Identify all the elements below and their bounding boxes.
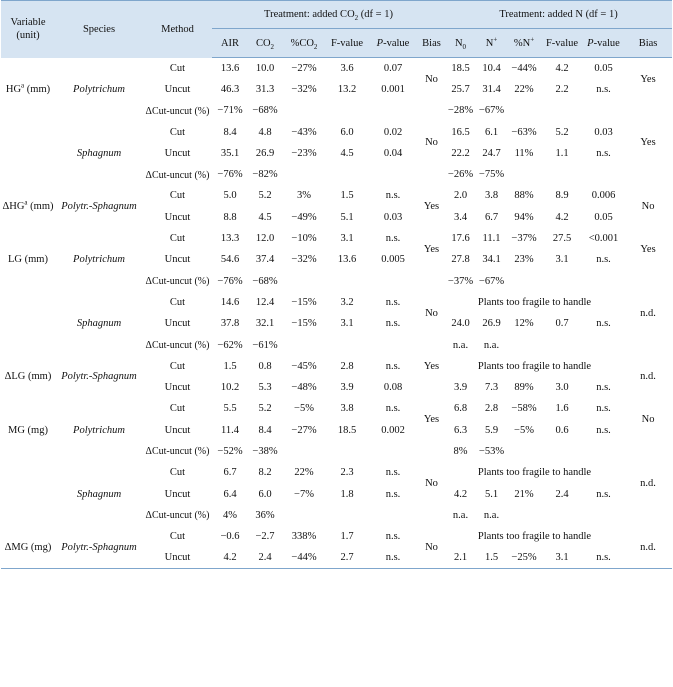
value-cell: 13.3 xyxy=(220,233,240,245)
value-cell: 3.0 xyxy=(555,382,569,394)
value-cell: 13.6 xyxy=(337,254,357,266)
method-cell: Cut xyxy=(169,126,186,138)
value-cell: −5% xyxy=(294,403,314,415)
method-cell: Uncut xyxy=(164,382,191,394)
value-cell: 37.8 xyxy=(220,318,240,330)
fragile-note: Plants too fragile to handle xyxy=(477,531,592,543)
value-cell: 0.006 xyxy=(591,190,616,202)
table-row xyxy=(1,58,672,79)
col-co2: $CO_2$ xyxy=(248,29,282,58)
value-cell: 0.002 xyxy=(381,424,405,436)
value-cell: 4% xyxy=(223,509,237,521)
value-cell: 26.9 xyxy=(482,318,501,330)
value-cell: n.s. xyxy=(596,318,611,330)
table-row xyxy=(1,185,672,206)
value-cell: −2.7 xyxy=(255,531,275,543)
variable-cell: ΔHG$^a$ (mm) xyxy=(2,198,54,213)
value-cell: n.a. xyxy=(452,509,469,521)
value-cell: 36% xyxy=(255,509,275,521)
col-air: AIR xyxy=(212,29,248,58)
value-cell: 3.4 xyxy=(453,211,468,223)
value-cell: −37% xyxy=(447,275,474,287)
value-cell: 26.9 xyxy=(255,147,275,159)
species-cell: Polytrichum xyxy=(73,254,125,266)
value-cell: −63% xyxy=(511,126,537,138)
bias-cell: Yes xyxy=(423,360,440,372)
value-cell: n.s. xyxy=(385,233,401,245)
value-cell: n.s. xyxy=(596,382,611,394)
method-cell: ΔCut-uncut (%) xyxy=(145,510,210,522)
method-cell: Cut xyxy=(169,531,186,543)
value-cell: −58% xyxy=(511,403,537,415)
value-cell: 3.8 xyxy=(340,403,354,415)
value-cell: 94% xyxy=(514,211,534,223)
value-cell: 88% xyxy=(514,190,534,202)
method-cell: ΔCut-uncut (%) xyxy=(145,340,210,351)
value-cell: n.s. xyxy=(596,147,611,159)
value-cell: 2.7 xyxy=(326,547,368,568)
method-cell: Uncut xyxy=(164,488,191,500)
value-cell: −28% xyxy=(447,105,474,117)
value-cell: −27% xyxy=(291,424,317,436)
value-cell: 4.2 xyxy=(555,211,569,223)
value-cell: 5.1 xyxy=(484,488,499,500)
value-cell: 22% xyxy=(514,83,534,95)
value-cell: 3.1 xyxy=(340,233,354,245)
species-cell: Sphagnum xyxy=(76,147,122,159)
value-cell: 5.2 xyxy=(258,190,272,202)
value-cell: n.s. xyxy=(385,531,401,543)
value-cell: 4.5 xyxy=(340,147,354,159)
value-cell: −32% xyxy=(291,83,317,95)
table-row xyxy=(1,228,672,249)
value-cell: 11.1 xyxy=(482,233,501,245)
value-cell: 21% xyxy=(514,488,534,500)
col-nplus: N+ xyxy=(476,29,507,58)
species-cell: Polytr.-Sphagnum xyxy=(61,201,137,213)
value-cell: 12.4 xyxy=(255,296,275,308)
fragile-note: Plants too fragile to handle xyxy=(477,467,592,479)
table-row xyxy=(1,398,672,419)
value-cell: −52% xyxy=(217,445,243,457)
variable-cell: ΔMG (mg) xyxy=(1,526,55,569)
value-cell: −68% xyxy=(252,275,278,287)
value-cell: 2.1 xyxy=(445,547,476,568)
method-cell: Uncut xyxy=(164,83,191,95)
value-cell: <0.001 xyxy=(588,233,619,245)
value-cell: −44% xyxy=(511,62,537,74)
value-cell: n.a. xyxy=(483,339,500,351)
bias-cell: Yes xyxy=(423,243,440,255)
value-cell: 12.0 xyxy=(255,233,275,245)
bias-cell: Yes xyxy=(423,201,440,213)
value-cell: n.s. xyxy=(596,403,611,415)
value-cell: 18.5 xyxy=(451,62,470,74)
value-cell: 4.2 xyxy=(212,547,248,568)
value-cell: −10% xyxy=(291,233,317,245)
value-cell: 0.03 xyxy=(383,211,403,223)
value-cell: 6.0 xyxy=(258,488,272,500)
value-cell: 10.4 xyxy=(482,62,501,74)
value-cell: −7% xyxy=(294,488,314,500)
value-cell: −45% xyxy=(291,360,317,372)
bias-cell: Yes xyxy=(640,137,656,149)
bias-cell: No xyxy=(425,477,438,489)
value-cell: n.s. xyxy=(385,488,401,500)
value-cell: −23% xyxy=(291,147,317,159)
species-cell: Sphagnum xyxy=(76,488,122,500)
value-cell: −15% xyxy=(291,296,317,308)
value-cell: 8.8 xyxy=(223,211,237,223)
value-cell: 2.8 xyxy=(340,360,354,372)
value-cell: 46.3 xyxy=(220,83,240,95)
value-cell: 0.7 xyxy=(555,318,569,330)
value-cell: 3.9 xyxy=(453,382,468,394)
value-cell: 3.1 xyxy=(340,318,354,330)
table-row xyxy=(1,526,672,547)
table-body xyxy=(1,58,672,569)
value-cell: n.s. xyxy=(385,403,401,415)
value-cell: 6.4 xyxy=(223,488,237,500)
value-cell: 3.1 xyxy=(541,547,583,568)
value-cell: 1.7 xyxy=(340,531,354,543)
value-cell: 17.6 xyxy=(451,233,470,245)
value-cell: 1.6 xyxy=(555,403,569,415)
variable-cell: LG (mm) xyxy=(8,254,48,266)
value-cell: 14.6 xyxy=(220,296,240,308)
value-cell: 3.9 xyxy=(340,382,354,394)
bias-cell: n.d. xyxy=(640,477,656,489)
method-cell: Cut xyxy=(169,403,186,415)
value-cell: 1.8 xyxy=(340,488,354,500)
header-n-treatment: Treatment: added N (df = 1) xyxy=(445,1,672,29)
value-cell: −27% xyxy=(291,62,317,74)
value-cell: 11.4 xyxy=(221,424,239,436)
value-cell: 2.4 xyxy=(248,547,282,568)
col-f-value: F-value xyxy=(326,29,368,58)
value-cell: −76% xyxy=(217,275,243,287)
value-cell: 1.5 xyxy=(223,360,237,372)
species-cell: Polytr.-Sphagnum xyxy=(55,526,143,569)
value-cell: 8.9 xyxy=(555,190,569,202)
bias-cell: n.d. xyxy=(640,307,656,319)
value-cell: 0.03 xyxy=(594,126,613,138)
value-cell: 0.005 xyxy=(381,254,405,266)
value-cell: 8.4 xyxy=(223,126,237,138)
value-cell: −75% xyxy=(478,169,505,181)
value-cell: 6.3 xyxy=(453,424,468,436)
value-cell: n.s. xyxy=(385,467,401,479)
value-cell: 2.3 xyxy=(340,467,354,479)
method-cell: Cut xyxy=(169,62,186,74)
method-cell: Uncut xyxy=(164,318,191,330)
header-row-1 xyxy=(1,1,672,29)
value-cell: −49% xyxy=(291,211,317,223)
method-cell: Uncut xyxy=(164,211,191,223)
variable-cell: $HG^a$ (mm) xyxy=(5,81,51,95)
bias-cell: Yes xyxy=(423,414,440,426)
method-cell: Cut xyxy=(169,467,186,479)
value-cell: 1.5 xyxy=(476,547,507,568)
value-cell: n.s. xyxy=(385,296,401,308)
table-row xyxy=(1,292,672,313)
value-cell: −15% xyxy=(291,318,317,330)
value-cell: 3% xyxy=(297,190,311,202)
results-table xyxy=(1,0,672,569)
value-cell: 0.07 xyxy=(383,62,403,74)
value-cell: 6.7 xyxy=(484,211,499,223)
col-n-p-value: P-value xyxy=(583,29,624,58)
value-cell: 18.5 xyxy=(337,424,357,436)
method-cell: Cut xyxy=(169,190,186,202)
value-cell: 1.1 xyxy=(555,147,569,159)
value-cell: 0.02 xyxy=(383,126,403,138)
value-cell: 2.2 xyxy=(555,83,569,95)
value-cell: −43% xyxy=(291,126,317,138)
value-cell: 5.2 xyxy=(555,126,569,138)
bias-cell: n.d. xyxy=(624,526,672,569)
col-n0: $N_0$ xyxy=(445,29,476,58)
value-cell: −67% xyxy=(478,105,505,117)
value-cell: 34.1 xyxy=(482,254,501,266)
value-cell: 5.5 xyxy=(223,403,237,415)
value-cell: 22% xyxy=(294,467,314,479)
value-cell: 54.6 xyxy=(220,254,240,266)
value-cell: 0.04 xyxy=(383,147,403,159)
value-cell: 2.8 xyxy=(484,403,499,415)
value-cell: 0.05 xyxy=(594,211,613,223)
value-cell: 22.2 xyxy=(451,147,470,159)
value-cell: n.s. xyxy=(596,488,611,500)
bias-cell: n.d. xyxy=(640,371,656,383)
value-cell: 4.8 xyxy=(258,126,272,138)
value-cell: 27.8 xyxy=(451,254,470,266)
bias-cell: Yes xyxy=(640,73,656,85)
method-cell: Cut xyxy=(169,296,186,308)
value-cell: 13.2 xyxy=(337,83,357,95)
value-cell: 7.3 xyxy=(484,382,499,394)
variable-cell: MG (mg) xyxy=(8,424,48,436)
value-cell: n.s. xyxy=(596,83,611,95)
species-cell: Polytrichum xyxy=(73,424,125,436)
value-cell: 3.1 xyxy=(555,254,569,266)
value-cell: 37.4 xyxy=(255,254,275,266)
bias-cell: No xyxy=(641,201,655,213)
value-cell: −37% xyxy=(511,233,537,245)
value-cell: 3.8 xyxy=(484,190,499,202)
value-cell: −25% xyxy=(507,547,541,568)
value-cell: 11% xyxy=(514,147,534,159)
value-cell: −32% xyxy=(291,254,317,266)
value-cell: −44% xyxy=(282,547,326,568)
value-cell: −38% xyxy=(252,445,278,457)
species-cell: Sphagnum xyxy=(76,318,122,330)
value-cell: 31.4 xyxy=(482,83,501,95)
value-cell: 0.05 xyxy=(594,62,613,74)
col-p-value: P-value xyxy=(368,29,418,58)
col-pct-nplus: %N+ xyxy=(507,29,541,58)
value-cell: −62% xyxy=(217,339,243,351)
value-cell: n.s. xyxy=(385,318,401,330)
method-cell: Cut xyxy=(169,360,186,372)
value-cell: 31.3 xyxy=(255,83,275,95)
bias-cell: No xyxy=(641,414,655,426)
value-cell: 5.9 xyxy=(484,424,499,436)
value-cell: −68% xyxy=(252,105,278,117)
value-cell: −71% xyxy=(217,105,243,117)
method-cell: Cut xyxy=(169,233,186,245)
value-cell: 4.5 xyxy=(258,211,272,223)
header-co2-treatment: Treatment: added $CO_2$ (df = 1) xyxy=(212,1,445,29)
col-n-bias: Bias xyxy=(624,29,672,58)
value-cell: n.a. xyxy=(452,339,469,351)
header-method: Method xyxy=(143,1,212,58)
value-cell: 2.0 xyxy=(453,190,468,202)
value-cell: 10.2 xyxy=(220,382,240,394)
value-cell: 338% xyxy=(291,531,317,543)
value-cell: −67% xyxy=(478,275,505,287)
bias-cell: No xyxy=(418,526,445,569)
value-cell: −53% xyxy=(478,445,505,457)
value-cell: 35.1 xyxy=(220,147,240,159)
header-variable: Variable (unit) xyxy=(1,1,55,58)
value-cell: 32.1 xyxy=(255,318,275,330)
value-cell: 13.6 xyxy=(220,62,240,74)
method-cell: ΔCut-uncut (%) xyxy=(145,169,210,181)
value-cell: n.s. xyxy=(596,254,611,266)
bias-cell: No xyxy=(425,307,438,319)
value-cell: n.a. xyxy=(483,509,500,521)
value-cell: 24.0 xyxy=(451,318,470,330)
value-cell: −82% xyxy=(252,169,278,181)
value-cell: 25.7 xyxy=(451,83,470,95)
value-cell: 6.7 xyxy=(223,467,237,479)
value-cell: 1.5 xyxy=(340,190,354,202)
value-cell: 23% xyxy=(514,254,534,266)
bias-cell: No xyxy=(425,137,438,149)
value-cell: 0.6 xyxy=(555,424,569,436)
value-cell: n.s. xyxy=(368,547,418,568)
value-cell: −61% xyxy=(252,339,278,351)
col-bias: Bias xyxy=(418,29,445,58)
col-n-f-value: F-value xyxy=(541,29,583,58)
value-cell: n.s. xyxy=(583,547,624,568)
value-cell: 24.7 xyxy=(482,147,501,159)
value-cell: −5% xyxy=(514,424,534,436)
table-row xyxy=(1,462,672,483)
value-cell: 6.8 xyxy=(453,403,468,415)
method-cell: Uncut xyxy=(164,254,191,266)
value-cell: −48% xyxy=(291,382,317,394)
bias-cell: No xyxy=(425,73,438,85)
header-species: Species xyxy=(55,1,143,58)
method-cell: Uncut xyxy=(143,547,212,568)
value-cell: 12% xyxy=(514,318,534,330)
value-cell: 2.4 xyxy=(555,488,569,500)
value-cell: 4.2 xyxy=(555,62,569,74)
value-cell: −26% xyxy=(447,169,474,181)
value-cell: 5.2 xyxy=(258,403,272,415)
value-cell: n.s. xyxy=(385,190,401,202)
value-cell: 5.3 xyxy=(258,382,272,394)
bias-cell: Yes xyxy=(640,243,656,255)
method-cell: ΔCut-uncut (%) xyxy=(145,276,210,288)
value-cell: 0.08 xyxy=(383,382,403,394)
value-cell: −0.6 xyxy=(220,531,240,543)
value-cell: n.s. xyxy=(385,360,401,372)
value-cell: 10.0 xyxy=(255,62,275,74)
value-cell: 6.1 xyxy=(484,126,499,138)
value-cell: 5.1 xyxy=(340,211,354,223)
value-cell: 89% xyxy=(514,382,534,394)
value-cell: 0.001 xyxy=(381,83,405,95)
table-row xyxy=(1,121,672,142)
value-cell: 4.2 xyxy=(453,488,468,500)
value-cell: −76% xyxy=(217,169,243,181)
fragile-note: Plants too fragile to handle xyxy=(477,296,592,308)
method-cell: Uncut xyxy=(164,147,191,159)
species-cell: Polytrichum xyxy=(73,83,125,95)
method-cell: ΔCut-uncut (%) xyxy=(145,105,210,117)
value-cell: 8.2 xyxy=(258,467,272,479)
value-cell: 3.2 xyxy=(340,296,354,308)
value-cell: 3.6 xyxy=(340,62,354,74)
value-cell: 6.0 xyxy=(340,126,354,138)
col-pct-co2: $\%CO_2$ xyxy=(282,29,326,58)
value-cell: n.s. xyxy=(596,424,611,436)
method-cell: ΔCut-uncut (%) xyxy=(145,446,210,458)
value-cell: 8% xyxy=(453,445,468,457)
species-cell: Polytr.-Sphagnum xyxy=(61,371,137,383)
value-cell: 16.5 xyxy=(451,126,470,138)
value-cell: 0.8 xyxy=(258,360,272,372)
value-cell: 8.4 xyxy=(258,424,272,436)
value-cell: 27.5 xyxy=(552,233,572,245)
variable-cell: ΔLG (mm) xyxy=(4,371,52,383)
table-row xyxy=(1,356,672,377)
value-cell: 5.0 xyxy=(223,190,237,202)
fragile-note: Plants too fragile to handle xyxy=(477,360,592,372)
method-cell: Uncut xyxy=(164,424,191,436)
